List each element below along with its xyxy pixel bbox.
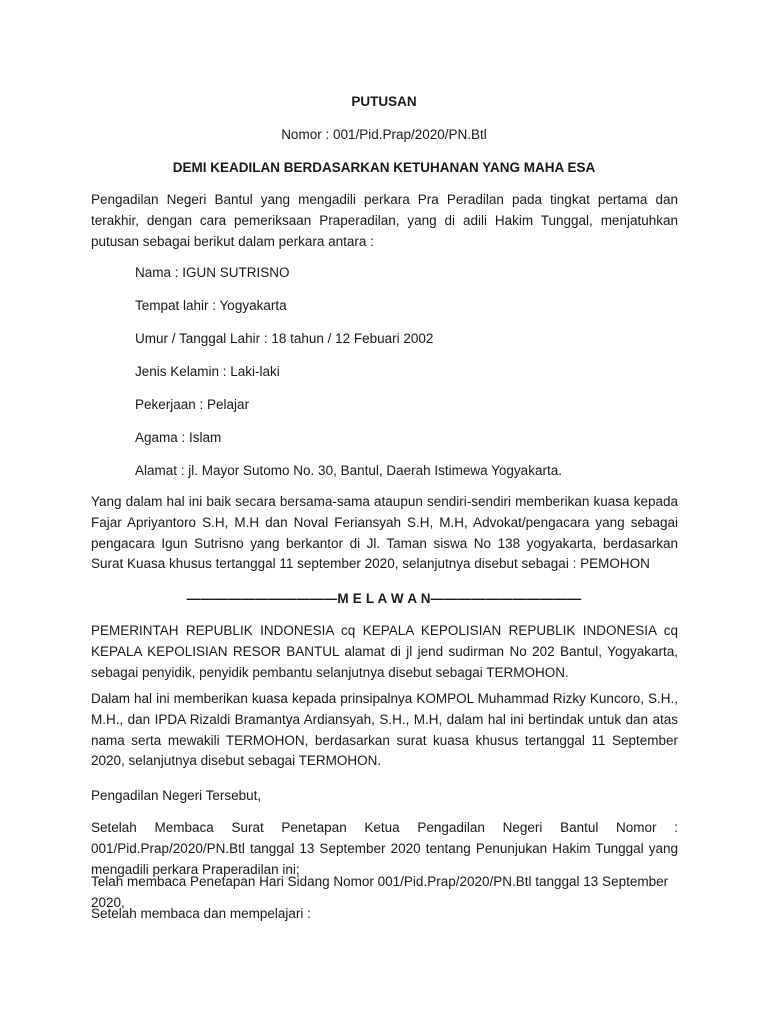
- kuasa-pemohon-paragraph: Yang dalam hal ini baik secara bersama-sama ataupun sendiri-sendiri memberikan kuasa kepada Fajar Apriyantoro S.H, M.H dan Noval Feriansyah S.H, M.H, Advokat/pengacara yang sebagai pengacara Igun Sutrisno yang berkantor di Jl. Taman siswa No 138 yogyakarta, berdasarkan Surat Kuasa khusus tertanggal 11 september 2020, selanjutnya disebut sebagai : PEMOHON: [91, 494, 678, 572]
- document-heading: DEMI KEADILAN BERDASARKAN KETUHANAN YANG MAHA ESA: [172, 160, 596, 175]
- field-tempat-lahir: Tempat lahir : Yogyakarta: [135, 298, 287, 313]
- field-pekerjaan: Pekerjaan : Pelajar: [135, 397, 250, 412]
- intro-paragraph: Pengadilan Negeri Bantul yang mengadili perkara Pra Peradilan pada tingkat pertama dan terakhir, dengan cara pemeriksaan Praperadilan, yang di adili Hakim Tunggal, menjatuhkan putusan sebagai berikut dalam perkara antara :: [91, 192, 678, 249]
- melawan-separator: ———————————M E L A W A N———————————: [186, 591, 582, 606]
- field-umur: Umur / Tanggal Lahir : 18 tahun / 12 Febuari 2002: [135, 331, 434, 346]
- kuasa-termohon-paragraph: Dalam hal ini memberikan kuasa kepada prinsipalnya KOMPOL Muhammad Rizky Kuncoro, S.H., M.H., dan IPDA Rizaldi Bramantya Ardiansyah, S.H., M.H, dalam hal ini bertindak untuk dan atas nama serta mewakili TERMOHON, berdasarkan surat kuasa khusus tertanggal 11 September 2020, selanjutnya disebut sebagai TERMOHON.: [91, 691, 678, 769]
- field-nama: Nama : IGUN SUTRISNO: [135, 265, 290, 280]
- field-agama: Agama : Islam: [135, 430, 222, 445]
- pengadilan-line: Pengadilan Negeri Tersebut,: [91, 788, 262, 803]
- mempelajari-line: Setelah membaca dan mempelajari :: [91, 906, 311, 921]
- document-title: PUTUSAN: [351, 94, 417, 109]
- membaca-penetapan-paragraph: Setelah Membaca Surat Penetapan Ketua Pengadilan Negeri Bantul Nomor : 001/Pid.Prap/2020/PN.Btl tanggal 13 September 2020 tentang Penunjukan Hakim Tunggal yang mengadili perkara Praperadilan ini;: [91, 820, 678, 877]
- field-alamat: Alamat : jl. Mayor Sutomo No. 30, Bantul, Daerah Istimewa Yogyakarta.: [135, 463, 562, 478]
- field-jenis-kelamin: Jenis Kelamin : Laki-laki: [135, 364, 280, 379]
- termohon-paragraph: PEMERINTAH REPUBLIK INDONESIA cq KEPALA KEPOLISIAN REPUBLIK INDONESIA cq KEPALA KEPOLISIAN RESOR BANTUL alamat di jl jend sudirman No 202 Bantul, Yogyakarta, sebagai penyidik, penyidik pembantu selanjutnya disebut sebagai TERMOHON.: [91, 623, 678, 680]
- membaca-sidang-line: Telah membaca Penetapan Hari Sidang Nomor 001/Pid.Prap/2020/PN.Btl tanggal 13 September 2020,: [91, 874, 669, 910]
- case-number: Nomor : 001/Pid.Prap/2020/PN.Btl: [281, 127, 487, 142]
